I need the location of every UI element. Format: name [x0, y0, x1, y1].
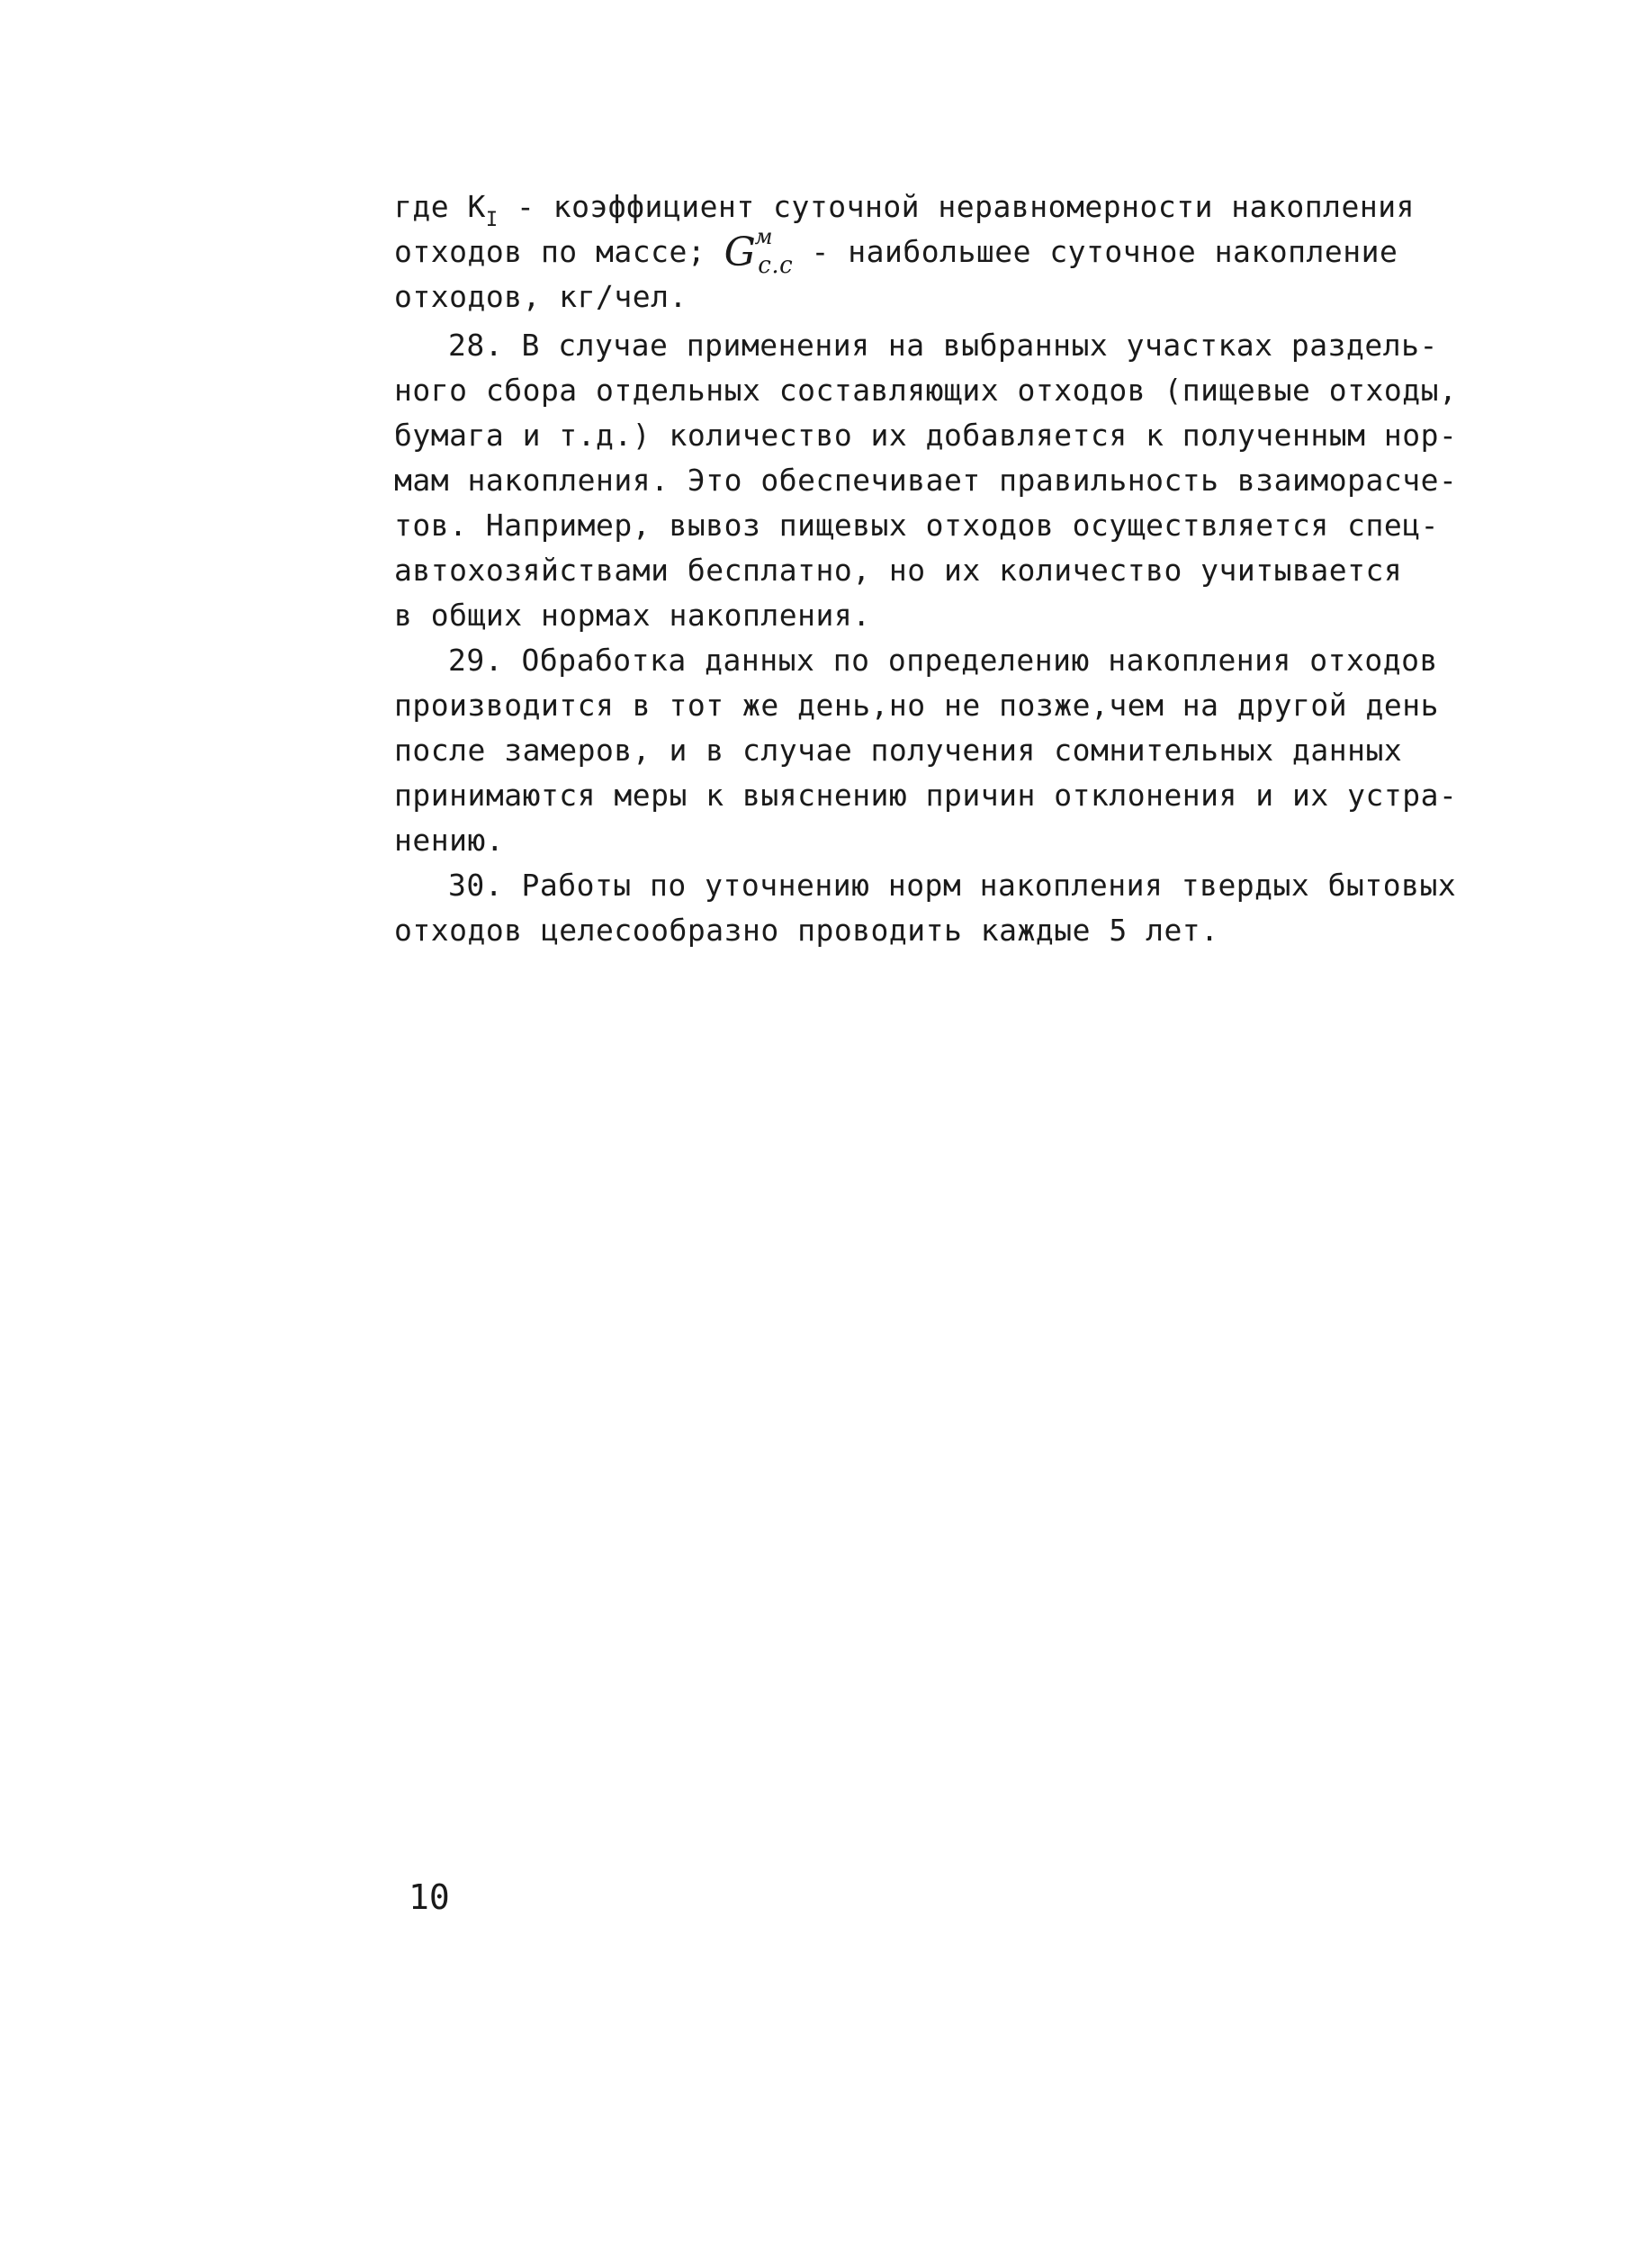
text-line: мам накопления. Это обеспечивает правильность взаиморасче-	[394, 463, 1458, 498]
paragraph-30	[394, 863, 1510, 953]
text-line	[394, 224, 1510, 279]
text-line: нению.	[394, 823, 505, 858]
paragraph-29	[394, 638, 1510, 863]
text-fragment: - коэффициент суточной неравномерности накопления	[498, 189, 1415, 224]
text-line: после замеров, и в случае получения сомнительных данных	[394, 733, 1403, 768]
text-fragment: где К	[394, 189, 486, 224]
text-line: производится в тот же день,но не позже,чем на другой день	[394, 688, 1439, 723]
page-number: 10	[409, 1877, 450, 1917]
text-line: принимаются меры к выяснению причин отклонения и их устра-	[394, 778, 1458, 813]
symbol-subscript: с.с	[758, 252, 794, 279]
body-text	[394, 184, 1510, 953]
text-line: бумага и т.д.) количество их добавляется к полученным нор-	[394, 418, 1458, 453]
formula-explanation	[394, 184, 1510, 320]
symbol-superscript: м	[754, 224, 774, 249]
text-line: 30. Работы по уточнению норм накопления твердых бытовых	[448, 868, 1457, 903]
text-line: отходов, кг/чел.	[394, 279, 688, 314]
formula-symbol	[724, 224, 794, 279]
text-fragment: отходов по массе;	[394, 234, 724, 269]
symbol-base: G	[724, 230, 757, 275]
text-line: автохозяйствами бесплатно, но их количество учитывается	[394, 553, 1403, 588]
text-line: ного сбора отдельных составляющих отходов (пищевые отходы,	[394, 373, 1458, 408]
paragraph-28	[394, 323, 1510, 638]
text-line: 28. В случае применения на выбранных участках раздель-	[448, 328, 1438, 363]
text-line: тов. Например, вывоз пищевых отходов осуществляется спец-	[394, 508, 1439, 543]
text-line: в общих нормах накопления.	[394, 598, 871, 633]
text-fragment: - наибольшее суточное накопление	[793, 234, 1398, 269]
subscript: I	[485, 209, 499, 231]
text-line: отходов целесообразно проводить каждые 5 лет.	[394, 913, 1219, 948]
text-line	[394, 184, 1510, 230]
text-line: 29. Обработка данных по определению накопления отходов	[448, 643, 1438, 678]
